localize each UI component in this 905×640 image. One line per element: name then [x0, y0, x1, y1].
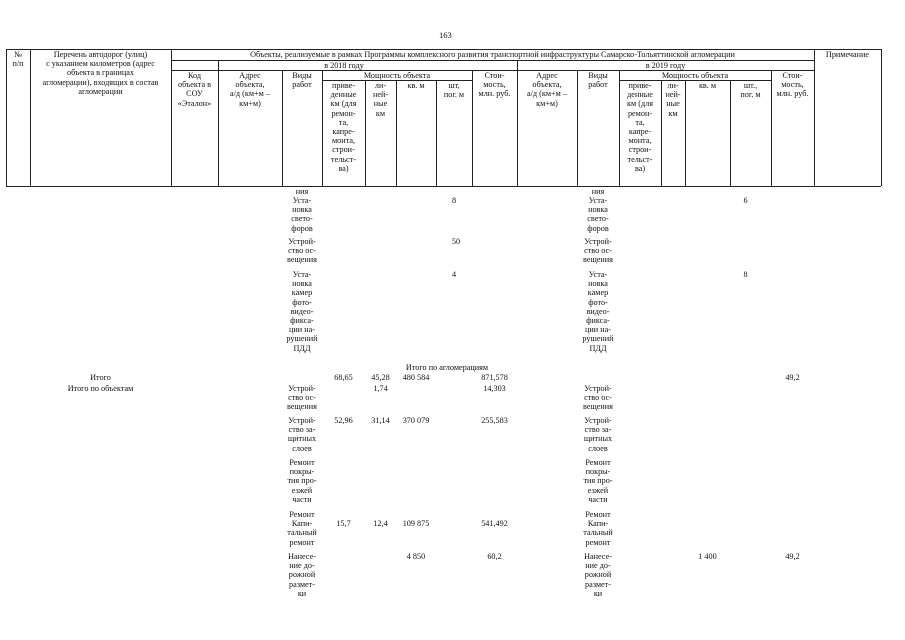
lights-pcs-2019: 6: [743, 196, 748, 205]
header-sqm-2018: кв. м: [407, 81, 425, 90]
header-code: Код объекта в СОУ «Эталон»: [177, 71, 212, 108]
total-linear: 45,28: [371, 373, 390, 382]
header-reduced-2018: приве- денные км (для ремон- та, капре- монта, строи- тельст- ва): [330, 81, 357, 173]
header-pcs-2018: шт, пог. м: [443, 81, 465, 100]
header-linear-2018: ли- ней- ные км: [372, 81, 389, 118]
header-cost-2018: Стои- мость, млн. руб.: [478, 71, 511, 99]
obj-protect-sqm: 370 079: [402, 416, 430, 425]
total-cost-2019: 49,2: [785, 373, 800, 382]
obj-lighting-2018: Устрой- ство ос- вещения: [287, 384, 317, 412]
header-reduced-2019: приве- денные км (для ремон- та, капре- монта, строи- тельст- ва): [627, 81, 653, 173]
works-cameras-2018: Уста- новка камер фото- видео- фикса- ции на- рушений ПДД: [286, 270, 318, 353]
header-works-2018: Виды работ: [292, 71, 312, 90]
obj-lighting-cost: 14,303: [483, 384, 506, 393]
cameras-pcs-2018: 4: [451, 270, 457, 279]
objects-total-label: Итого по объектам: [67, 384, 134, 393]
header-year-2018: в 2018 году: [324, 61, 364, 70]
obj-capital-2018: Ремонт Капи- тальный ремонт: [287, 510, 317, 547]
header-sqm-2019: кв. м: [698, 81, 717, 90]
obj-marking-cost-2019: 49,2: [785, 552, 800, 561]
page-number: 163: [439, 30, 452, 40]
works-cont-2018: ния: [295, 187, 309, 196]
col-line: [396, 80, 397, 186]
obj-protect-cost: 255,583: [481, 416, 508, 425]
header-works-2019: Виды работ: [588, 71, 608, 90]
obj-protect-reduced: 52,96: [334, 416, 353, 425]
works-lighting-2019: Устрой- ство ос- вещения: [583, 237, 613, 265]
lights-pcs-2018: 8: [451, 196, 457, 205]
header-linear-2019: ли- ней- ные км: [665, 81, 681, 118]
obj-protect-2018: Устрой- ство за- щитных слоев: [287, 416, 317, 453]
header-cost-2019: Стои- мость, млн. руб.: [776, 71, 809, 99]
obj-capital-cost: 541,492: [481, 519, 508, 528]
header-address-2018: Адрес объекта, а/д (км+м – км+м): [230, 71, 270, 108]
obj-capital-sqm: 109 875: [402, 519, 430, 528]
lighting-pcs-2018: 50: [451, 237, 461, 246]
aggl-total-label: Итого по агломерациям: [405, 363, 489, 372]
obj-capital-linear: 12,4: [373, 519, 388, 528]
obj-lighting-linear: 1,74: [373, 384, 388, 393]
obj-lighting-2019: Устрой- ство ос- вещения: [583, 384, 613, 412]
header-roads: Перечень автодорог (улиц) с указанием километров (адрес объекта в границах агломерации), входящих в состав агломерации: [42, 50, 159, 96]
obj-marking-sqm-2019: 1 400: [698, 552, 717, 561]
works-lighting-2018: Устрой- ство ос- вещения: [287, 237, 317, 265]
works-lights-2018: Уста- новка свето- форов: [291, 196, 313, 233]
obj-protect-linear: 31,14: [371, 416, 390, 425]
header-objects-title: Объекты, реализуемые в рамках Программы комплексного развития транспортной инфраструктуры Самарско-Тольяттинской агломерации: [250, 50, 735, 59]
total-reduced: 68,65: [334, 373, 353, 382]
obj-repair-2018: Ремонт покры- тия про- езжей части: [287, 458, 317, 504]
col-line: [685, 80, 686, 186]
works-cameras-2019: Уста- новка камер фото- видео- фикса- ции на- рушений ПДД: [582, 270, 614, 353]
header-bottom-rule: [6, 186, 881, 187]
header-capacity-2018: Мощность объекта: [363, 71, 431, 80]
header-address-2019: Адрес объекта, а/д (км+м – км+м): [527, 71, 567, 108]
obj-capital-2019: Ремонт Капи- тальный ремонт: [583, 510, 613, 547]
cameras-pcs-2019: 8: [743, 270, 748, 279]
obj-marking-cost: 60,2: [487, 552, 502, 561]
header-num: № п/п: [12, 50, 24, 69]
header-year-2019: в 2019 году: [645, 61, 686, 70]
obj-protect-2019: Устрой- ство за- щитных слоев: [583, 416, 613, 453]
header-capacity-2019: Мощность объекта: [661, 71, 729, 80]
total-label: Итого: [90, 373, 111, 382]
works-lights-2019: Уста- новка свето- форов: [587, 196, 609, 233]
col-line: [814, 49, 815, 186]
total-cost-2018: 871,578: [481, 373, 508, 382]
col-line: [881, 49, 882, 186]
total-sqm: 480 584: [402, 373, 430, 382]
obj-repair-2019: Ремонт покры- тия про- езжей части: [583, 458, 613, 504]
works-cont-2019: ния: [591, 187, 605, 196]
obj-capital-reduced: 15,7: [336, 519, 351, 528]
obj-marking-2019: Нанесе- ние до- рожной размет- ки: [584, 552, 612, 598]
col-line: [6, 49, 7, 186]
header-note: Примечание: [825, 50, 870, 59]
obj-marking-sqm: 4 850: [406, 552, 426, 561]
header-pcs-2019: шт., пог. м: [740, 81, 761, 100]
obj-marking-2018: Нанесе- ние до- рожной размет- ки: [288, 552, 316, 598]
